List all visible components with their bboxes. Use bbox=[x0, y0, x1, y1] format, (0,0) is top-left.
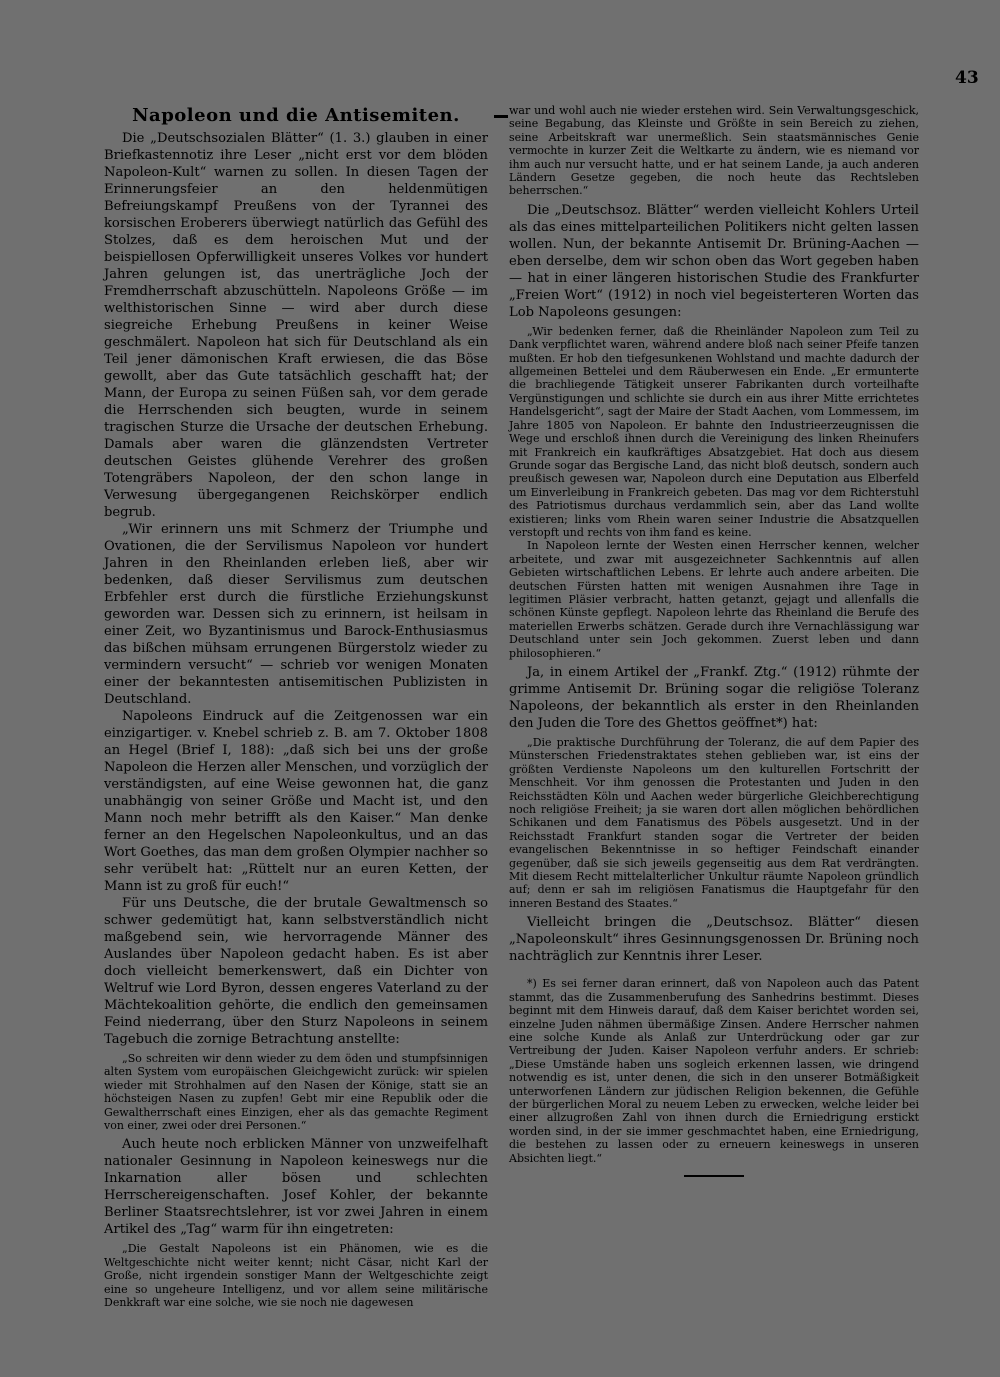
paragraph: Die „Deutschsozialen Blätter“ (1. 3.) glauben in einer Briefkastennotiz ihre Leser „nicht erst vor dem blöden Napoleon-Kult“ warnen zu sollen. In diesen Tagen der Erinnerungsfeier an den heldenmütigen Befreiungskampf Preußens von der Tyrannei des korsischen Eroberers überwiegt natürlich das Gefühl des Stolzes, daß es dem heroischen Mut und der beispiellosen Opferwilligkeit unseres Volkes vor hundert Jahren gelungen ist, das unerträgliche Joch der Fremdherrschaft abzuschütteln. Napoleons Größe — im welthistorischen Sinne — wird aber durch diese siegreiche Erhebung Preußens in keiner Weise geschmälert. Napoleon hat sich für Deutschland als ein Teil jener dämonischen Kraft erwiesen, die das Böse gewollt, aber das Gute tatsächlich geschafft hat; der Mann, der Europa zu seinen Füßen sah, vor dem gerade die Herrschenden sich beugten, wurde in seinem tragischen Sturze die Ursache der deutschen Erhebung. Damals aber waren die glänzendsten Vertreter deutschen Geistes glühende Verehrer des großen Totengräbers Napoleon, der den schon lange in Verwesung übergegangenen Reichskörper endlich begrub. bbox=[104, 131, 488, 520]
quote-text: „Die praktische Durchführung der Toleranz, die auf dem Papier des Münsterschen Friedenstraktates stehen geblieben war, ist eins der größten Verdienste Napoleons um den kulturellen Fortschritt der Menschheit. Vor ihm genossen die Protestanten und Juden in den Reichsstädten Köln und Aachen weder bürgerliche Gleichberechtigung noch religiöse Freiheit; ja sie waren dort allen möglichen behördlichen Schikanen und dem Fanatismus des Pöbels ausgesetzt. Und in der Reichsstadt Frankfurt standen sogar die Vertreter der beiden evangelischen Bekenntnisse in so heftiger Feindschaft einander gegenüber, daß sie sich jeweils gegenseitig aus dem Rat verdrängten. Mit diesem Recht mittelalterlicher Unkultur räumte Napoleon gründlich auf; denn er sah im religiösen Fanatismus die Hauptgefahr für den inneren Bestand des Staates.“ bbox=[509, 736, 919, 910]
page-number: 43 bbox=[955, 68, 979, 88]
paragraph: Auch heute noch erblicken Männer von unzweifelhaft nationaler Gesinnung in Napoleon keineswegs nur die Inkarnation aller bösen und schlechten Herrschereigenschaften. Josef Kohler, der bekannte Berliner Staatsrechtslehrer, ist vor zwei Jahren in einem Artikel des „Tag“ warm für ihn eingetreten: bbox=[104, 1137, 488, 1238]
quote-text: In Napoleon lernte der Westen einen Herrscher kennen, welcher arbeitete, und zwar mit ausgezeichneter Sachkenntnis auf allen Gebieten wirtschaftlichen Lebens. Er lehrte auch andere arbeiten. Die deutschen Fürsten hatten mit wenigen Ausnahmen ihre Tage in legitimen Pläsier verbracht, hatten getanzt, gejagt und allenfalls die schönen Künste gepflegt. Napoleon lehrte das Rheinland die Berufe des materiellen Erwerbs schätzen. Gerade durch ihre Vernachlässigung war Deutschland unter sein Joch gekommen. Zuerst leben und dann philosophieren.“ bbox=[509, 539, 919, 660]
quote-block bbox=[104, 1242, 488, 1309]
paragraph: „Wir erinnern uns mit Schmerz der Triumphe und Ovationen, die der Servilismus Napoleon vor hundert Jahren in den Rheinlanden erleben ließ, aber wir bedenken, daß dieser Servilismus zum deutschen Erbfehler erst durch die fürstliche Erziehungskunst geworden war. Dessen sich zu erinnern, ist heilsam in einer Zeit, wo Byzantinismus und Barock-Enthusiasmus das bißchen mühsam errungenen Bürgerstolz wieder zu vermindern versucht“ — schrieb vor wenigen Monaten einer der bekanntesten antisemitischen Publizisten in Deutschland. bbox=[104, 522, 488, 707]
paragraph: Ja, in einem Artikel der „Frankf. Ztg.“ (1912) rühmte der grimme Antisemit Dr. Brüning sogar die religiöse Toleranz Napoleons, der bekanntlich als erster in den Rheinlanden den Juden die Tore des Ghettos geöffnet*) hat: bbox=[509, 665, 919, 731]
quote-text: „Wir bedenken ferner, daß die Rheinländer Napoleon zum Teil zu Dank verpflichtet waren, während andere bloß nach seiner Pfeife tanzen mußten. Er hob den tiefgesunkenen Wohlstand und machte dadurch der allgemeinen Bettelei und dem Räuberwesen ein Ende. „Er ermunterte die brachliegende Tätigkeit unserer Fabrikanten durch vorteilhafte Vergünstigungen und schlichte sie durch ein aus ihrer Mitte errichtetes Handelsgericht“, sagt der Maire der Stadt Aachen, vom Lommessem, im Jahre 1805 von Napoleon. Er bahnte den Industrieerzeugnissen die Wege und erschloß ihnen durch die Vereinigung des linken Rheinufers mit Frankreich ein kaufkräftiges Absatzgebiet. Hat doch aus diesem Grunde sogar das Bergische Land, das nicht bloß deutsch, sondern auch preußisch gewesen war, Napoleon durch eine Deputation aus Elberfeld um Einverleibung in Frankreich gebeten. Das mag vor dem Richterstuhl des Patriotismus durchaus verdammlich sein, aber das Land wollte existieren; links vom Rhein waren seiner Industrie die Absatzquellen verstopft und rechts von ihm fand es keine. bbox=[509, 324, 919, 539]
paragraph: Für uns Deutsche, die der brutale Gewaltmensch so schwer gedemütigt hat, kann selbstverständlich nicht maßgebend sein, wie hervorragende Männer des Auslandes über Napoleon gedacht haben. Es ist aber doch vielleicht bemerkenswert, daß ein Dichter von Weltruf wie Lord Byron, dessen engeres Vaterland zu der Mächtekoalition gehörte, die endlich den gemeinsamen Feind niederrang, über den Sturz Napoleons in seinem Tagebuch die zornige Betrachtung anstellte: bbox=[104, 896, 488, 1047]
quote-text: war und wohl auch nie wieder erstehen wird. Sein Verwaltungsgeschick, seine Begabung, das Kleinste und Größte in sein Bereich zu ziehen, seine Arbeitskraft war unermeßlich. Sein staatsmännisches Genie vermochte in kurzer Zeit die Weltkarte zu ändern, wie es niemand vor ihm auch nur versucht hatte, und er hat seinem Lande, ja auch anderen Ländern Gesetze gegeben, die noch heute das Rechtsleben beherrschen.“ bbox=[509, 104, 919, 198]
quote-block bbox=[509, 104, 919, 198]
quote-block bbox=[509, 736, 919, 910]
quote-block bbox=[509, 325, 919, 660]
title-dash bbox=[494, 115, 508, 118]
footnote bbox=[509, 977, 919, 1165]
paragraph: Die „Deutschsoz. Blätter“ werden vielleicht Kohlers Urteil als das eines mittelparteilichen Politikers nicht gelten lassen wollen. Nun, der bekannte Antisemit Dr. Brüning-Aachen — eben derselbe, dem wir schon oben das Wort gegeben haben — hat in einer längeren historischen Studie des Frankfurter „Freien Wort“ (1912) in noch viel begeisterteren Worten das Lob Napoleons gesungen: bbox=[509, 202, 919, 320]
footnote-text: *) Es sei ferner daran erinnert, daß von Napoleon auch das Patent stammt, das die Zusammenberufung des Sanhedrins bestimmt. Dieses beginnt mit dem Hinweis darauf, daß dem Kaiser berichtet worden sei, einzelne Juden nähmen übermäßige Zinsen. Andere Herrscher nahmen eine solche Kunde als Anlaß zur Unterdrückung oder gar zur Vertreibung der Juden. Kaiser Napoleon verfuhr anders. Er schrieb: „Diese Umstände haben uns sogleich erkennen lassen, wie dringend notwendig es ist, unter denen, die sich in den unserer Botmäßigkeit unterworfenen Ländern zur jüdischen Religion bekennen, die Gefühle der bürgerlichen Moral zu neuem Leben zu erwecken, welche leider bei einer allzugroßen Zahl von ihnen durch die Erniedrigung erstickt worden sind, in der sie immer geschmachtet haben, eine Erniedrigung, die bestehen zu lassen oder zu erneuern keineswegs in unseren Absichten liegt.“ bbox=[509, 977, 919, 1165]
paragraph: Napoleons Eindruck auf die Zeitgenossen war ein einzigartiger. v. Knebel schrieb z. B. am 7. Oktober 1808 an Hegel (Brief I, 188): „daß sich bei uns der große Napoleon die Herzen aller Menschen, und vorzüglich der verständigsten, auf eine Weise gewonnen hat, die ganz unabhängig von seiner Größe und Macht ist, und den Mann noch mehr betrifft als den Kaiser.“ Man denke ferner an den Hegelschen Napoleonkultus, und an das Wort Goethes, das man dem großen Olympier nachher so sehr verübelt hat: „Rüttelt nur an euren Ketten, der Mann ist zu groß für euch!“ bbox=[104, 709, 488, 894]
left-column bbox=[104, 104, 488, 1313]
right-column bbox=[509, 104, 919, 1177]
end-rule bbox=[684, 1175, 744, 1177]
quote-text: „Die Gestalt Napoleons ist ein Phänomen, wie es die Weltgeschichte nicht weiter kennt; nicht Cäsar, nicht Karl der Große, nicht irgendein sonstiger Mann der Weltgeschichte zeigt eine so ungeheure Intelligenz, und vor allem seine militärische Denkkraft war eine solche, wie sie noch nie dagewesen bbox=[104, 1242, 488, 1310]
paragraph: Vielleicht bringen die „Deutschsoz. Blätter“ diesen „Napoleonskult“ ihres Gesinnungsgenossen Dr. Brüning noch nachträglich zur Kenntnis ihrer Leser. bbox=[509, 915, 919, 965]
quote-text: „So schreiten wir denn wieder zu dem öden und stumpfsinnigen alten System vom europäischen Gleichgewicht zurück: wir spielen wieder mit Strohhalmen auf den Nasen der Könige, statt sie an höchsteigen Nasen zu zupfen! Gebt mir eine Republik oder die Gewaltherrschaft eines Einzigen, eher als das gemachte Regiment von einer, zwei oder drei Personen.“ bbox=[104, 1052, 488, 1133]
article-title-text: Napoleon und die Antisemiten. bbox=[132, 105, 460, 126]
article-title bbox=[104, 104, 488, 128]
quote-block bbox=[104, 1052, 488, 1132]
